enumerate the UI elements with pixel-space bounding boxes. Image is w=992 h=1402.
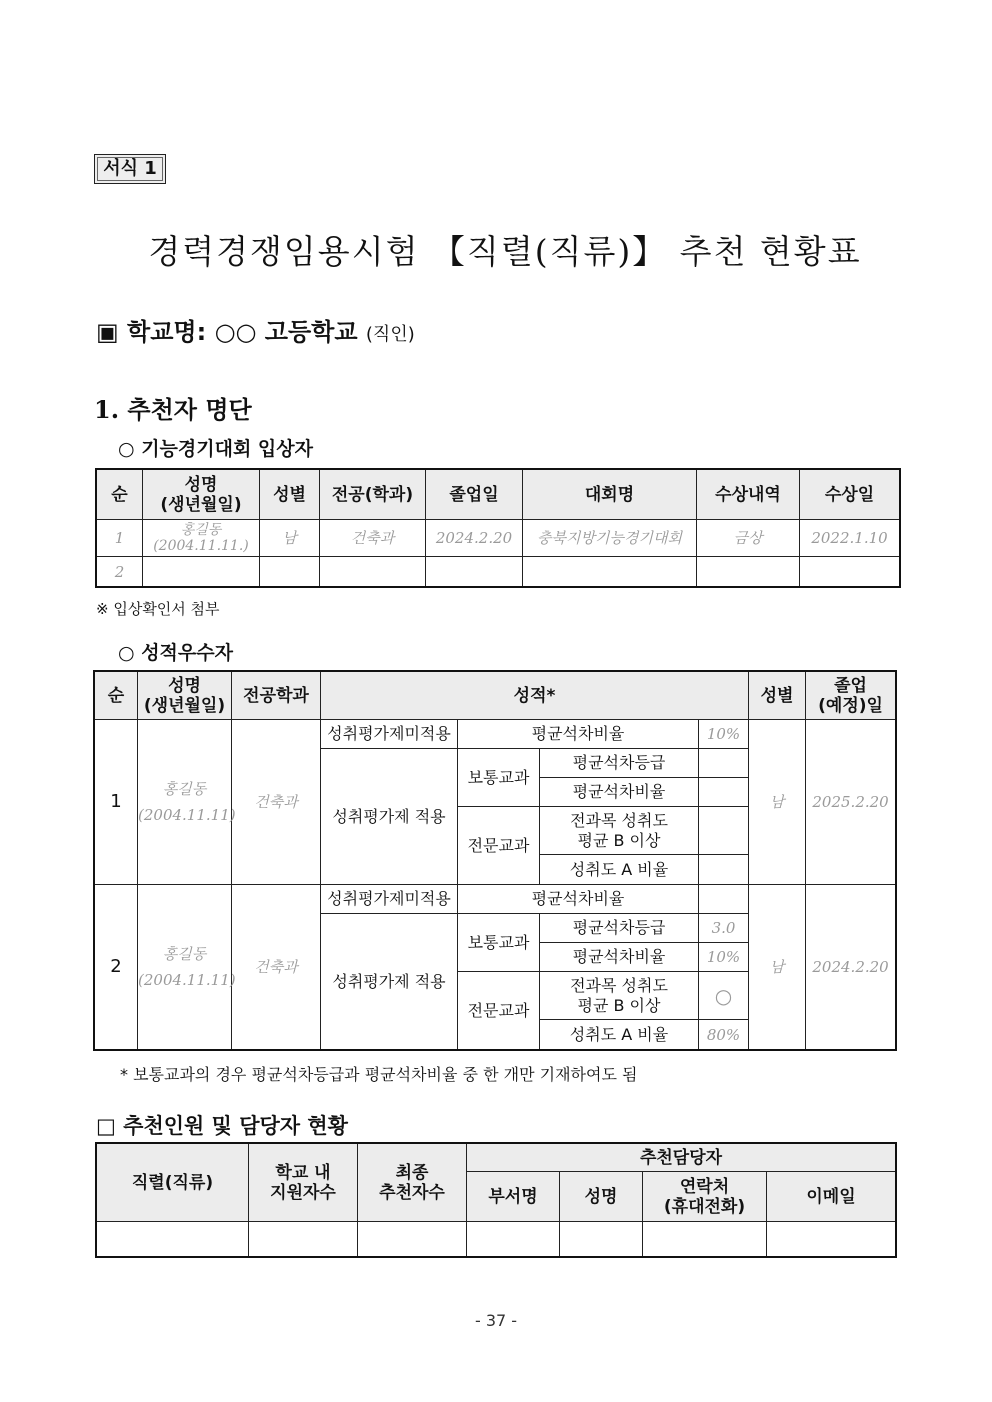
row-award-date: [800, 557, 900, 587]
row-name-text: 홍길동: [180, 522, 222, 538]
label-avg-ratio: 평균석차비율: [458, 720, 699, 749]
row-grad: 2024.2.20: [806, 885, 896, 1050]
header-no: 순: [95, 672, 138, 720]
row-award: [697, 557, 800, 587]
table-row: [95, 720, 896, 749]
header-grad-date: 졸업 (예정)일: [806, 672, 896, 720]
awards-heading: ○ 기능경기대회 입상자: [118, 438, 313, 460]
table-row: [97, 557, 900, 587]
value-spec-a: [699, 855, 749, 885]
row-no: 2: [95, 885, 138, 1050]
row-name: [143, 557, 260, 587]
header-final: 최종 추천자수: [358, 1144, 467, 1222]
square-marker-icon: ▣: [96, 318, 119, 346]
label-special-b: 전과목 성취도 평균 B 이상: [540, 807, 699, 855]
cell-final[interactable]: [358, 1222, 467, 1257]
label-special-b: 전과목 성취도 평균 B 이상: [540, 972, 699, 1020]
cell-contact[interactable]: [643, 1222, 767, 1257]
row-name-text: 홍길동: [162, 780, 207, 798]
awards-table: [96, 469, 900, 587]
header-staff-name: 성명: [560, 1172, 643, 1222]
header-award: 수상내역: [697, 470, 800, 520]
header-major: 전공학과: [232, 672, 321, 720]
value-gen-grade: 3.0: [699, 914, 749, 943]
header-applicants: 학교 내 지원자수: [249, 1144, 358, 1222]
row-major: 건축과: [232, 885, 321, 1050]
label-eval: 성취평가제 적용: [321, 914, 458, 1050]
form-label: 서식 1: [94, 154, 166, 184]
row-name: [143, 520, 260, 557]
label-general: 보통교과: [458, 914, 540, 972]
table-row: [97, 520, 900, 557]
row-grad: 2025.2.20: [806, 720, 896, 885]
header-dept: 부서명: [467, 1172, 560, 1222]
table-row: [95, 885, 896, 914]
row-dob-text: (2004.11.11): [138, 971, 236, 989]
row-gender: 남: [749, 885, 806, 1050]
header-contest: 대회명: [523, 470, 697, 520]
header-no: 순: [97, 470, 143, 520]
value-gen-ratio: 10%: [699, 943, 749, 972]
cell-applicants[interactable]: [249, 1222, 358, 1257]
row-gender: 남: [749, 720, 806, 885]
cell-position[interactable]: [97, 1222, 249, 1257]
value-no-eval-ratio: [699, 885, 749, 914]
header-gender: 성별: [260, 470, 320, 520]
label-avg-grade: 평균석차등급: [540, 749, 699, 778]
row-no: 1: [95, 720, 138, 885]
section1-heading: 1. 추천자 명단: [94, 395, 252, 424]
page-number: - 37 -: [474, 1311, 518, 1330]
label-general: 보통교과: [458, 749, 540, 807]
school-line: [96, 312, 415, 347]
staff-table: [96, 1143, 896, 1257]
school-seal: (직인): [365, 324, 415, 345]
header-gender: 성별: [749, 672, 806, 720]
awards-note: ※ 입상확인서 첨부: [96, 600, 220, 618]
label-a-ratio: 성취도 A 비율: [540, 855, 699, 885]
value-spec-b: [699, 807, 749, 855]
header-grad-date: 졸업일: [426, 470, 523, 520]
label-special: 전문교과: [458, 807, 540, 885]
label-a-ratio: 성취도 A 비율: [540, 1020, 699, 1050]
row-name: [138, 720, 236, 885]
row-name: [138, 885, 236, 1050]
row-major: 건축과: [320, 520, 426, 557]
table-row: [97, 1222, 896, 1257]
grades-table: [94, 671, 896, 1050]
value-no-eval-ratio: 10%: [699, 720, 749, 749]
row-award: 금상: [697, 520, 800, 557]
label-avg-ratio: 평균석차비율: [540, 943, 699, 972]
label-avg-ratio: 평균석차비율: [540, 778, 699, 807]
header-email: 이메일: [767, 1172, 896, 1222]
row-dob-text: (2004.11.11): [138, 806, 236, 824]
header-name: 성명 (생년월일): [138, 672, 232, 720]
staff-header-row-1: [97, 1144, 896, 1172]
page-title: 경력경쟁임용시험 【직렬(직류)】 추천 현황표: [148, 232, 862, 271]
header-manager: 추천담당자: [467, 1144, 896, 1172]
header-grades: 성적*: [321, 672, 749, 720]
header-contact: 연락처 (휴대전화): [643, 1172, 767, 1222]
row-grad: [426, 557, 523, 587]
row-gender: [260, 557, 320, 587]
grades-note: * 보통교과의 경우 평균석차등급과 평균석차비율 중 한 개만 기재하여도 됨: [120, 1065, 638, 1084]
grades-heading: ○ 성적우수자: [118, 642, 233, 664]
school-label: 학교명:: [127, 318, 207, 346]
row-gender: 남: [260, 520, 320, 557]
grades-header-row: [95, 672, 896, 720]
value-spec-b: ○: [699, 972, 749, 1020]
row-contest: 충북지방기능경기대회: [523, 520, 697, 557]
header-name: 성명 (생년월일): [143, 470, 260, 520]
row-grad: 2024.2.20: [426, 520, 523, 557]
label-avg-grade: 평균석차등급: [540, 914, 699, 943]
row-major: 건축과: [232, 720, 321, 885]
row-no: 2: [97, 557, 143, 587]
row-no: 1: [97, 520, 143, 557]
awards-header-row: [97, 470, 900, 520]
cell-dept[interactable]: [467, 1222, 560, 1257]
label-no-eval: 성취평가제미적용: [321, 885, 458, 914]
row-major: [320, 557, 426, 587]
value-gen-ratio: [699, 778, 749, 807]
cell-email[interactable]: [767, 1222, 896, 1257]
cell-staff-name[interactable]: [560, 1222, 643, 1257]
label-eval: 성취평가제 적용: [321, 749, 458, 885]
row-award-date: 2022.1.10: [800, 520, 900, 557]
row-contest: [523, 557, 697, 587]
school-name: ○○ 고등학교: [214, 318, 358, 346]
label-no-eval: 성취평가제미적용: [321, 720, 458, 749]
header-award-date: 수상일: [800, 470, 900, 520]
label-avg-ratio: 평균석차비율: [458, 885, 699, 914]
section2-heading: □ 추천인원 및 담당자 현황: [96, 1114, 348, 1138]
header-position: 직렬(직류): [97, 1144, 249, 1222]
header-major: 전공(학과): [320, 470, 426, 520]
value-spec-a: 80%: [699, 1020, 749, 1050]
row-name-text: 홍길동: [162, 945, 207, 963]
label-special: 전문교과: [458, 972, 540, 1050]
row-dob-text: (2004.11.11.): [153, 538, 249, 554]
value-gen-grade: [699, 749, 749, 778]
